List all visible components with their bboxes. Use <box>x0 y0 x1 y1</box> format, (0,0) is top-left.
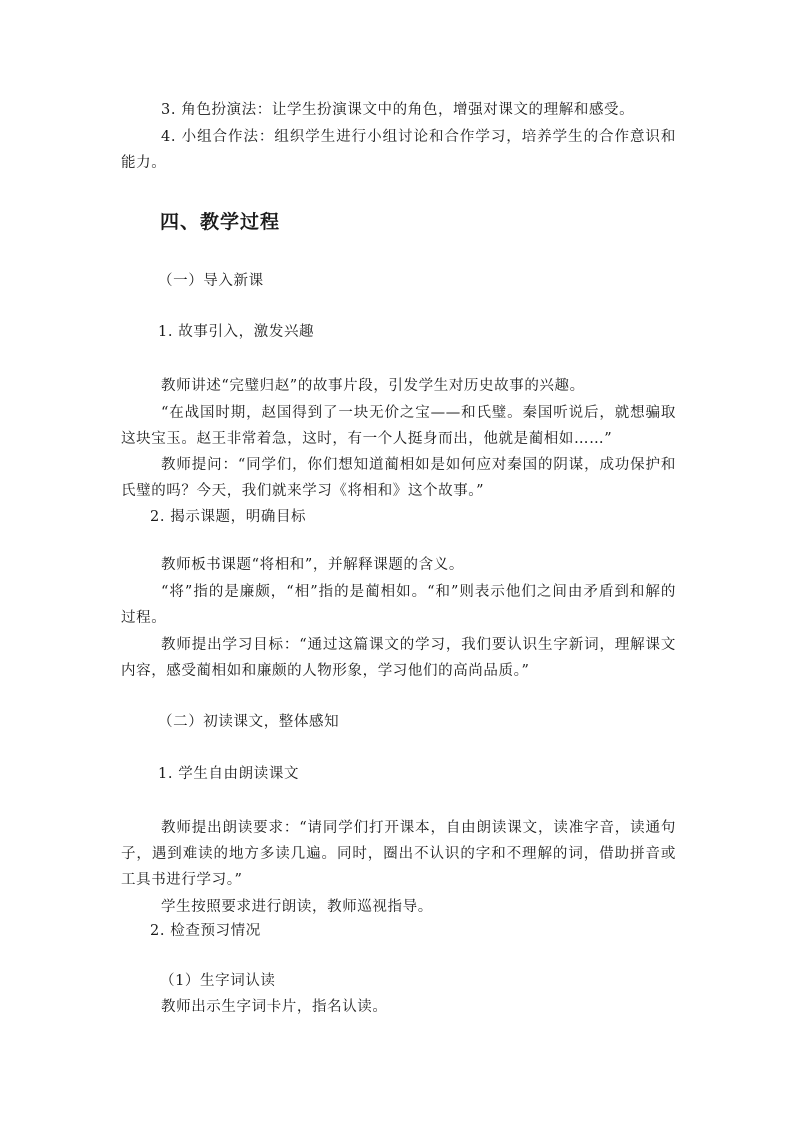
section-heading-teaching-process: 四、教学过程 <box>160 211 281 233</box>
step-title-free-reading: 1. 学生自由朗读课文 <box>158 766 300 782</box>
paragraph: 教师板书课题“将相和”，并解释课题的含义。 <box>161 557 464 573</box>
step-title-check-preview: 2. 检查预习情况 <box>150 923 261 939</box>
paragraph: “将”指的是廉颇，“相”指的是蔺相如。“和”则表示他们之间由矛盾到和解的过程。 <box>121 584 676 626</box>
paragraph: 教师提出学习目标：“通过这篇课文的学习，我们要认识生字新词，理解课文内容，感受蔺相如和廉颇的人物形象，学习他们的高尚品质。” <box>121 637 676 679</box>
sub-step-title-vocabulary: （1）生字词认读 <box>160 973 276 989</box>
paragraph: 教师提出朗读要求：“请同学们打开课本，自由朗读课文，读准字音，读通句子，遇到难读的地方多读几遍。同时，圈出不认识的字和不理解的词，借助拼音或工具书进行学习。” <box>121 820 676 888</box>
paragraph-quote: “在战国时期，赵国得到了一块无价之宝——和氏璧。秦国听说后，就想骗取这块宝玉。赵王非常着急，这时，有一个人挺身而出，他就是蔺相如……” <box>121 405 676 447</box>
step-title-story-intro: 1. 故事引入，激发兴趣 <box>158 324 315 340</box>
paragraph: 学生按照要求进行朗读，教师巡视指导。 <box>161 899 433 915</box>
method-item-3: 3. 角色扮演法：让学生扮演课文中的角色，增强对课文的理解和感受。 <box>161 102 635 118</box>
paragraph: 教师出示生字词卡片，指名认读。 <box>161 999 388 1015</box>
paragraph: 教师讲述“完璧归赵”的故事片段，引发学生对历史故事的兴趣。 <box>161 378 585 394</box>
step-title-reveal-topic: 2. 揭示课题，明确目标 <box>150 509 307 525</box>
method-item-4: 4. 小组合作法：组织学生进行小组讨论和合作学习，培养学生的合作意识和能力。 <box>121 129 676 171</box>
subsection-title-intro: （一）导入新课 <box>158 273 264 289</box>
paragraph: 教师提问：“同学们，你们想知道蔺相如是如何应对秦国的阴谋，成功保护和氏璧的吗？今天，我们就来学习《将相和》这个故事。” <box>121 457 676 499</box>
subsection-title-first-reading: （二）初读课文，整体感知 <box>158 714 340 730</box>
